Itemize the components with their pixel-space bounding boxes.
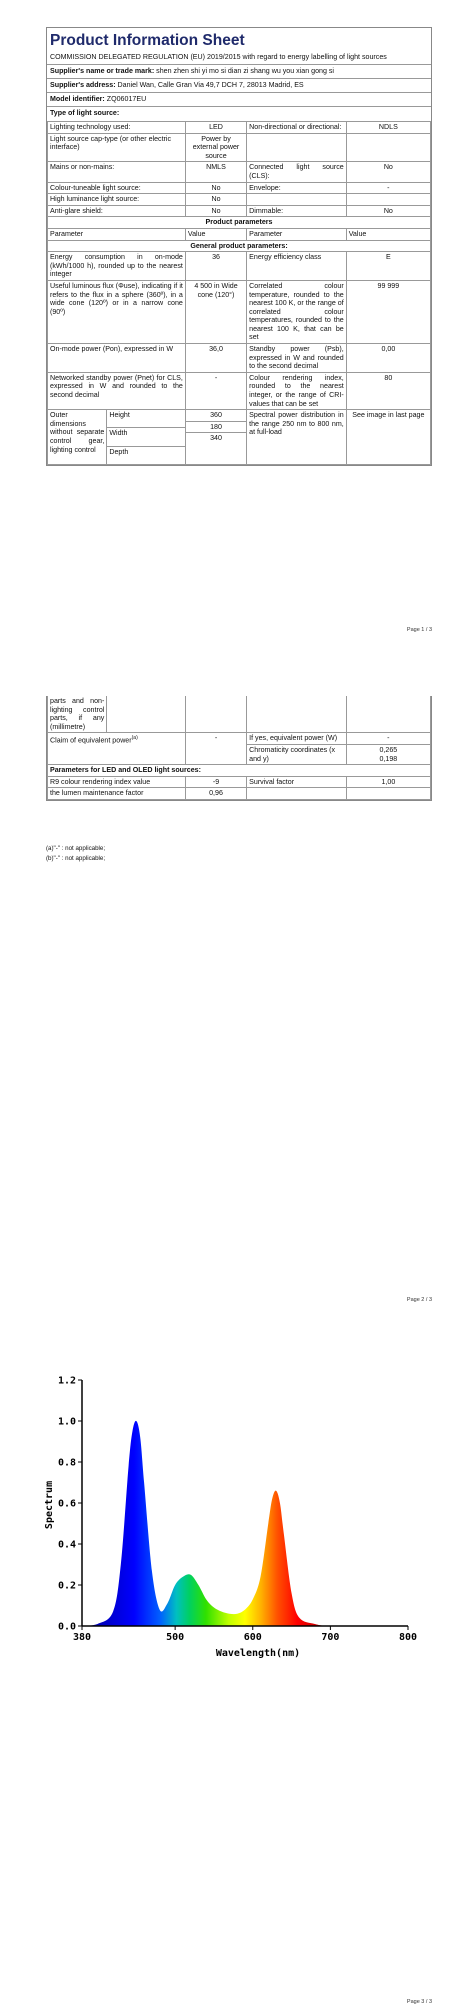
spectrum-chart xyxy=(38,1368,438,1668)
dim-height-value: 360 xyxy=(186,410,246,422)
led-params-heading: Parameters for LED and OLED light sources: xyxy=(48,765,431,777)
page-1 xyxy=(0,0,474,640)
x-tick-label: 700 xyxy=(321,1632,340,1643)
equivalent-yes-label: If yes, equivalent power (W) xyxy=(247,733,347,745)
networked-standby-value: - xyxy=(185,372,246,409)
on-mode-power-label: On-mode power (Pon), expressed in W xyxy=(48,344,186,373)
table-row xyxy=(48,162,431,182)
dim-depth-label: Depth xyxy=(107,446,185,464)
x-tick-label: 380 xyxy=(72,1632,92,1643)
type-header: Type of light source: xyxy=(47,106,431,121)
table-row xyxy=(48,788,431,800)
table-row xyxy=(48,410,431,465)
page-number: Page 1 / 3 xyxy=(406,627,432,633)
networked-standby-label: Networked standby power (Pnet) for CLS, expressed in W and rounded to the second decimal xyxy=(48,372,186,409)
lumen-maintenance-label: the lumen maintenance factor xyxy=(48,788,186,800)
table-row xyxy=(48,280,431,343)
dimensions-values xyxy=(185,410,246,465)
spd-value: See image in last page xyxy=(346,410,430,465)
dim-width-label: Width xyxy=(107,428,185,447)
y-tick-label: 0.4 xyxy=(57,1539,76,1551)
dimmable-label: Dimmable: xyxy=(247,205,347,217)
address-value: Daniel Wan, Calle Gran Via 49,7 DCH 7, 28013 Madrid, ES xyxy=(117,81,304,89)
equivalent-power-value: - xyxy=(185,733,246,765)
table-row xyxy=(48,228,431,240)
x-tick-label: 600 xyxy=(243,1632,262,1643)
y-tick-label: 0.6 xyxy=(57,1498,76,1510)
table-row xyxy=(48,217,431,229)
table-row xyxy=(48,240,431,252)
colour-tuneable-value: No xyxy=(185,182,246,194)
dim-width-value: 180 xyxy=(186,422,246,434)
mains-value: NMLS xyxy=(185,162,246,182)
cls-value: No xyxy=(346,162,430,182)
page-2 xyxy=(0,696,474,1316)
table-row xyxy=(48,194,431,206)
chromaticity-x: 0,265 xyxy=(379,745,398,754)
footnote-b: (b)"-" : not applicable; xyxy=(46,855,106,862)
y-tick-label: 0.0 xyxy=(57,1621,76,1633)
r9-value: -9 xyxy=(185,776,246,788)
colour-tuneable-label: Colour-tuneable light source: xyxy=(48,182,186,194)
lumen-maintenance-value: 0,96 xyxy=(185,788,246,800)
supplier-row xyxy=(47,64,431,78)
page-number: Page 3 / 3 xyxy=(406,1999,432,2005)
lighting-tech-value: LED xyxy=(185,122,246,134)
luminous-flux-value: 4 500 in Wide cone (120°) xyxy=(185,280,246,343)
general-params-heading: General product parameters: xyxy=(48,240,431,252)
equivalent-power-label: Claim of equivalent power$^{(a)}$ xyxy=(48,733,186,765)
col-header-param-2: Parameter xyxy=(247,228,347,240)
spd-label: Spectral power distribution in the range 250 nm to 800 nm, at full-load xyxy=(247,410,347,465)
col-header-value: Value xyxy=(185,228,246,240)
table-row xyxy=(48,733,431,745)
x-axis-label: Wavelength(nm) xyxy=(215,1648,301,1659)
directional-value: NDLS xyxy=(346,122,430,134)
table-row xyxy=(48,776,431,788)
dimmable-value: No xyxy=(346,205,430,217)
supplier-label: Supplier's name or trade mark: xyxy=(50,67,155,75)
high-luminance-label: High luminance light source: xyxy=(48,194,186,206)
page-number: Page 2 / 3 xyxy=(406,1297,432,1303)
anti-glare-value: No xyxy=(185,205,246,217)
directional-label: Non-directional or directional: xyxy=(247,122,347,134)
table-row xyxy=(48,122,431,134)
product-params-heading: Product parameters xyxy=(48,217,431,229)
y-axis-label: Spectrum xyxy=(44,1480,55,1530)
cap-type-label: Light source cap-type (or other electric interface) xyxy=(48,133,186,162)
x-tick-label: 500 xyxy=(166,1632,185,1643)
model-value: ZQ06017EU xyxy=(106,95,147,103)
address-label: Supplier's address: xyxy=(50,81,116,89)
energy-class-value: E xyxy=(346,252,430,281)
address-row xyxy=(47,78,431,92)
table-row xyxy=(48,696,431,733)
table-row xyxy=(48,765,431,777)
cls-label: Connected light source (CLS): xyxy=(247,162,347,182)
regulation-text: COMMISSION DELEGATED REGULATION (EU) 2019/2015 with regard to energy labelling of light sources xyxy=(50,53,387,61)
standby-power-value: 0,00 xyxy=(346,344,430,373)
mains-label: Mains or non-mains: xyxy=(48,162,186,182)
cri-value: 80 xyxy=(346,372,430,409)
table-row xyxy=(48,252,431,281)
y-tick-label: 0.2 xyxy=(57,1580,76,1592)
footnotes xyxy=(46,844,105,864)
envelope-label: Envelope: xyxy=(247,182,347,194)
table-row xyxy=(48,182,431,194)
lighting-tech-label: Lighting technology used: xyxy=(48,122,186,134)
envelope-value: - xyxy=(346,182,430,194)
energy-consumption-value: 36 xyxy=(185,252,246,281)
dim-depth-value: 340 xyxy=(210,434,222,443)
equivalent-yes-value: - xyxy=(346,733,430,745)
dimensions-cell xyxy=(48,410,186,465)
survival-factor-label: Survival factor xyxy=(247,776,347,788)
type-table xyxy=(47,121,431,465)
cct-value: 99 999 xyxy=(346,280,430,343)
page-3 xyxy=(0,1360,474,2012)
table-row xyxy=(48,372,431,409)
r9-label: R9 colour rendering index value xyxy=(48,776,186,788)
model-label: Model identifier: xyxy=(50,95,105,103)
y-tick-label: 1.0 xyxy=(57,1416,76,1428)
cct-label: Correlated colour temperature, rounded to the nearest 100 K, or the range of correlated colour temperatures, rounded to the nearest 100 K, that can be set xyxy=(247,280,347,343)
cap-type-value: Power by external power source xyxy=(185,133,246,162)
survival-factor-value: 1,00 xyxy=(346,776,430,788)
col-header-param: Parameter xyxy=(48,228,186,240)
table-row xyxy=(48,344,431,373)
footnote-a: (a)"-" : not applicable; xyxy=(46,845,106,852)
info-sheet-continued xyxy=(46,696,432,801)
chromaticity-y: 0,198 xyxy=(379,754,398,763)
dimensions-label-continued: parts and non-lighting control parts, if any (millimetre) xyxy=(48,696,107,732)
on-mode-power-value: 36,0 xyxy=(185,344,246,373)
dim-height-label: Height xyxy=(107,410,185,428)
continued-table xyxy=(47,696,431,800)
high-luminance-value: No xyxy=(185,194,246,206)
info-sheet xyxy=(46,27,432,466)
table-row xyxy=(48,133,431,162)
page-title: Product Information Sheet xyxy=(50,32,245,49)
spectrum-area xyxy=(82,1421,408,1626)
anti-glare-label: Anti-glare shield: xyxy=(48,205,186,217)
cri-label: Colour rendering index, rounded to the nearest integer, or the range of CRI-values that can be set xyxy=(247,372,347,409)
table-row xyxy=(48,205,431,217)
standby-power-label: Standby power (Psb), expressed in W and rounded to the second decimal xyxy=(247,344,347,373)
energy-class-label: Energy efficiency class xyxy=(247,252,347,281)
dimensions-label: Outer dimensions without separate control gear, lighting control xyxy=(48,410,107,464)
y-tick-label: 0.8 xyxy=(57,1457,76,1469)
y-tick-label: 1.2 xyxy=(57,1375,76,1387)
energy-consumption-label: Energy consumption in on-mode (kWh/1000 h), rounded up to the nearest integer xyxy=(48,252,186,281)
model-row xyxy=(47,92,431,106)
chromaticity-label: Chromaticity coordinates (x and y) xyxy=(247,744,347,764)
luminous-flux-label: Useful luminous flux (Φuse), indicating if it refers to the flux in a sphere (360º), in a wide cone (120º) or in a narrow cone (90º) xyxy=(48,280,186,343)
col-header-value-2: Value xyxy=(346,228,430,240)
x-tick-label: 800 xyxy=(398,1632,418,1643)
supplier-value: shen zhen shi yi mo si dian zi shang wu you xian gong si xyxy=(156,67,335,75)
chromaticity-value xyxy=(346,744,430,764)
